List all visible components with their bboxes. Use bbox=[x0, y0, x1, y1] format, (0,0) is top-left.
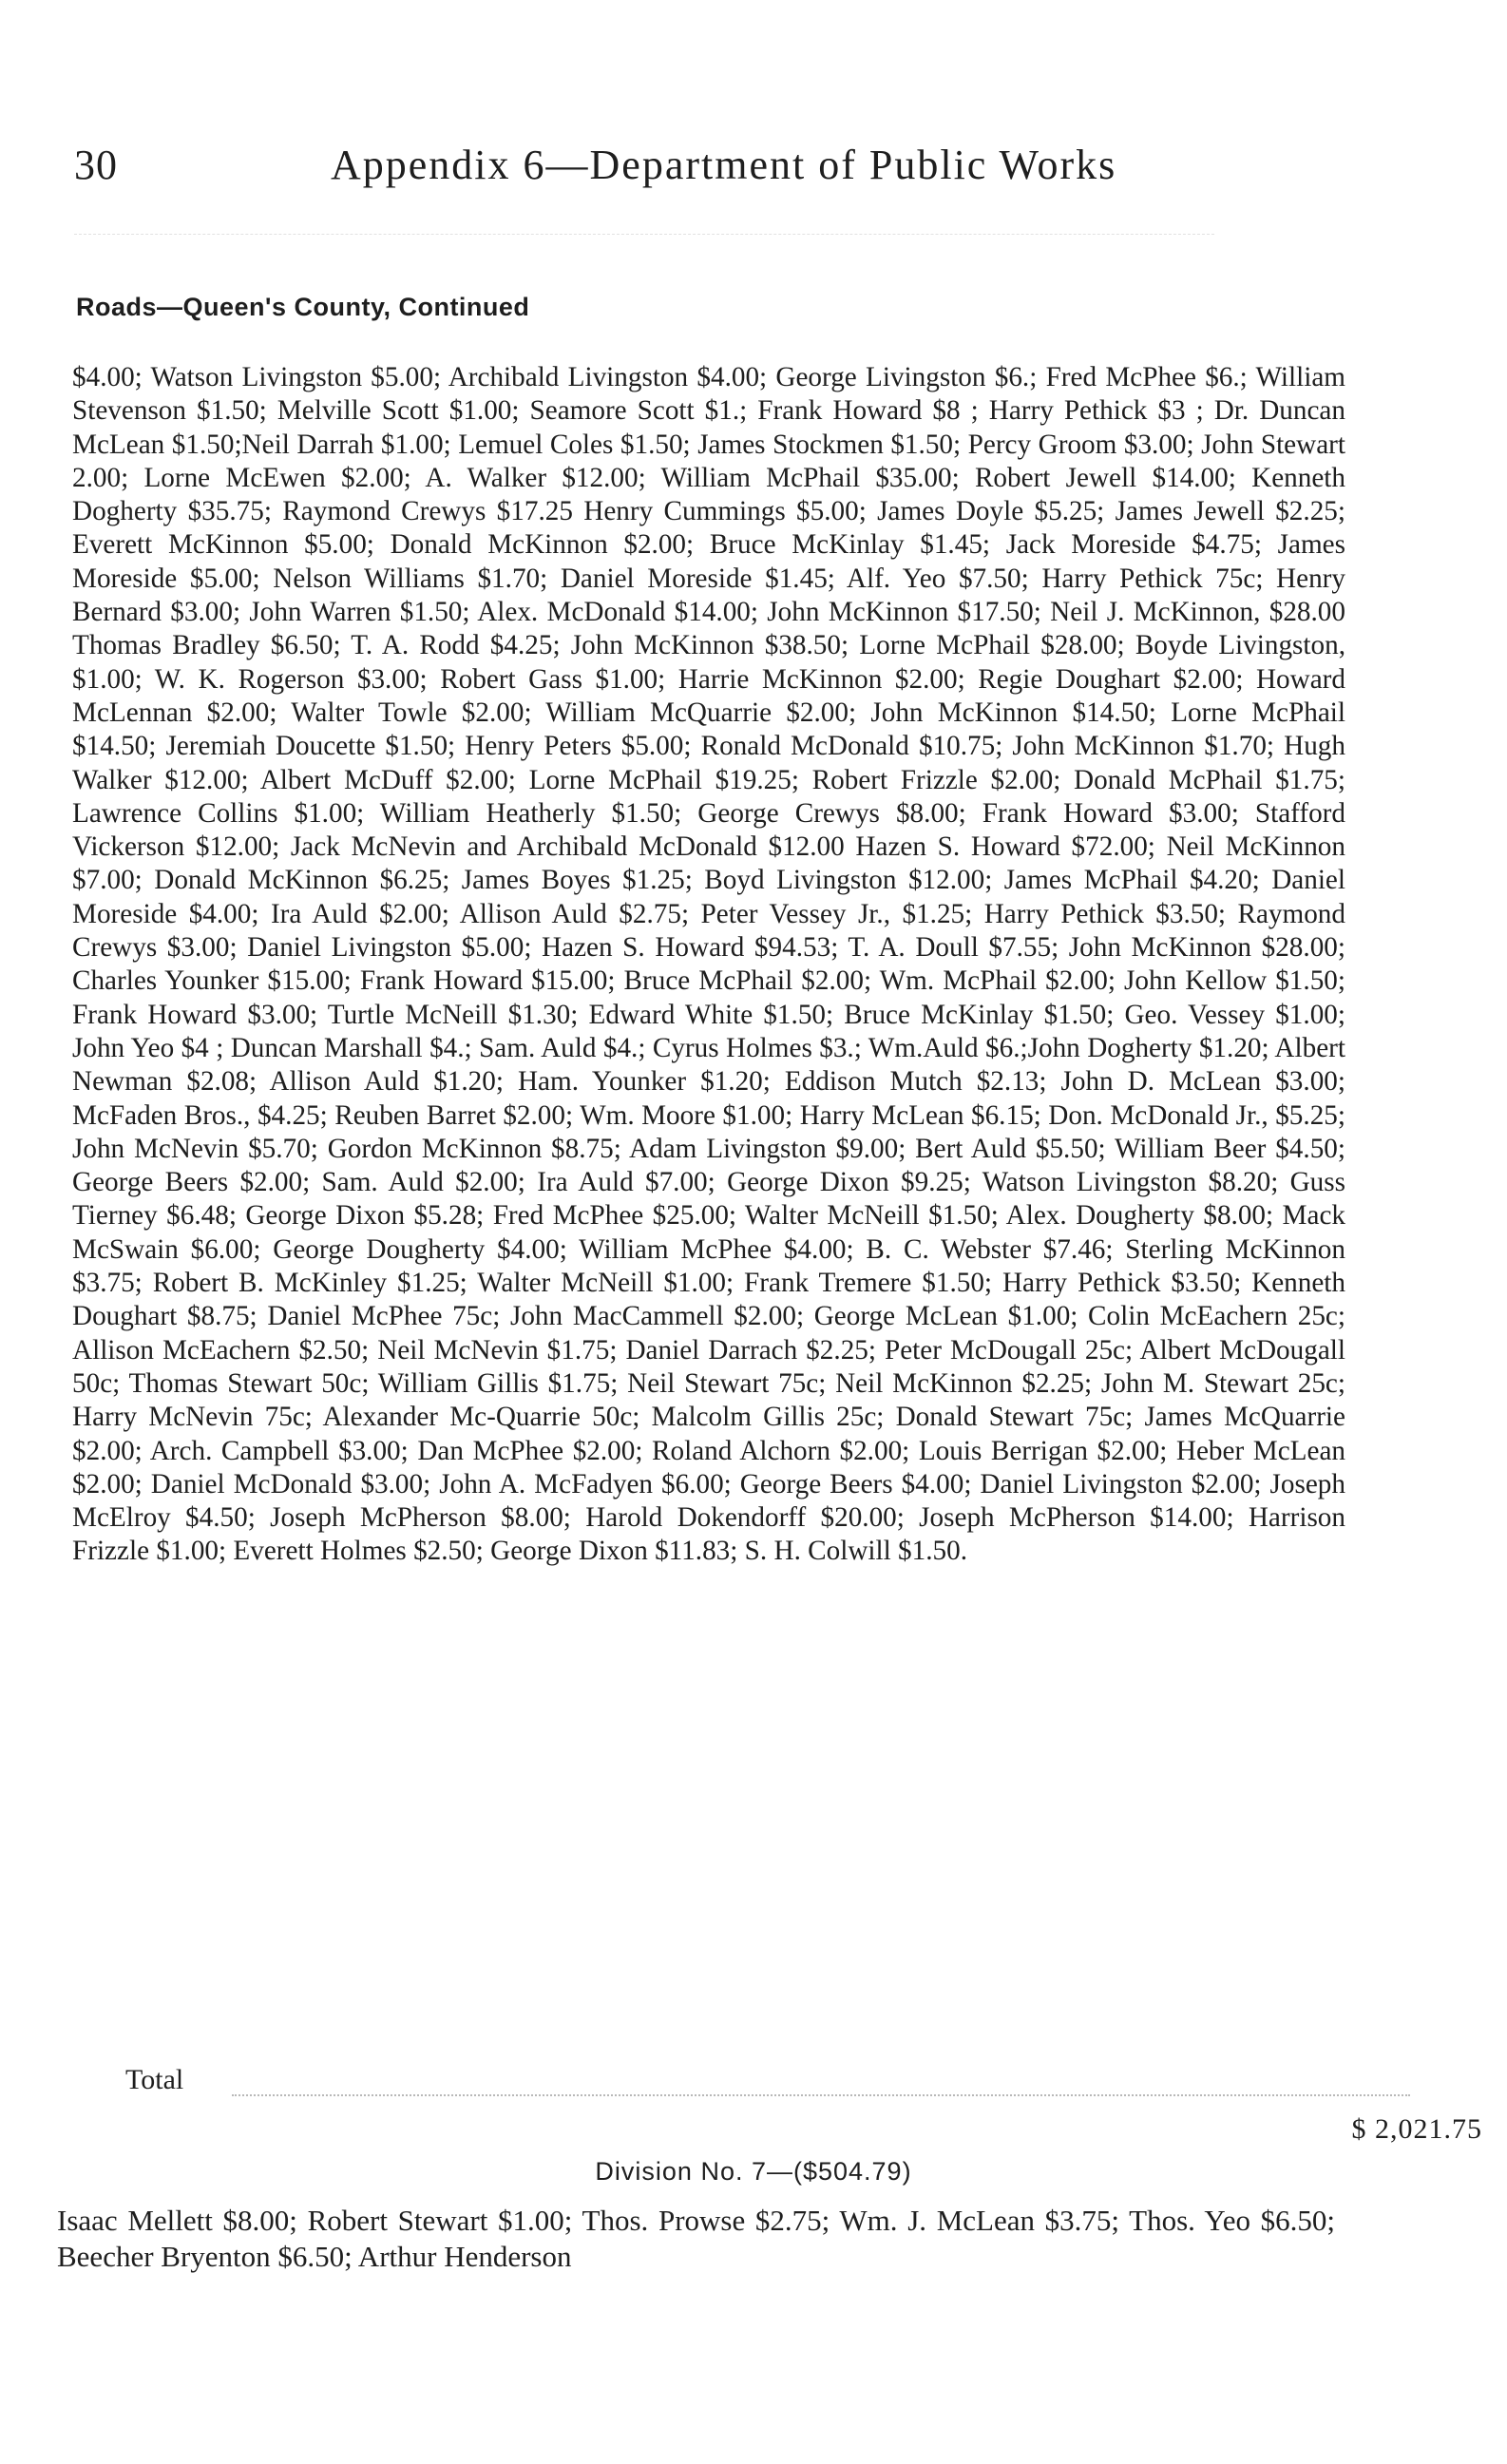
running-title: Appendix 6—Department of Public Works bbox=[331, 142, 1117, 188]
total-amount: $ 2,021.75 bbox=[1351, 2113, 1482, 2145]
total-row bbox=[72, 2064, 1488, 2145]
total-label: Total bbox=[125, 2064, 184, 2095]
header-rule bbox=[74, 234, 1214, 236]
payment-list-text: $4.00; Watson Livingston $5.00; Archibald Livingston $4.00; George Livingston $6.; Fred McPhee $6.; William Stevenson $1.50; Melville Scott $1.00; Seamore Scott $1.; Frank Howard $8 ; Harry Pethick $3 ; Dr. Duncan McLean $1.50;Neil Darrah $1.00; Lemuel Coles $1.50; James Stockmen $1.50; Percy Groom $3.00; John Stewart 2.00; Lorne McEwen $2.00; A. Walker $12.00; William McPhail $35.00; Robert Jewell $14.00; Kenneth Dogherty $35.75; Raymond Crewys $17.25 Henry Cummings $5.00; James Doyle $5.25; James Jewell $2.25; Everett McKinnon $5.00; Donald McKinnon $2.00; Bruce McKinlay $1.45; Jack Moreside $4.75; James Moreside $5.00; Nelson Williams $1.70; Daniel Moreside $1.45; Alf. Yeo $7.50; Harry Pethick 75c; Henry Bernard $3.00; John Warren $1.50; Alex. McDonald $14.00; John McKinnon $17.50; Neil J. McKinnon, $28.00 Thomas Bradley $6.50; T. A. Rodd $4.25; John McKinnon $38.50; Lorne McPhail $28.00; Boyde Livingston, $1.00; W. K. Rogerson $3.00; Robert Gass $1.00; Harrie McKinnon $2.00; Regie Doughart $2.00; Howard McLennan $2.00; Walter Towle $2.00; William McQuarrie $2.00; John McKinnon $14.50; Lorne McPhail $14.50; Jeremiah Doucette $1.50; Henry Peters $5.00; Ronald McDonald $10.75; John McKinnon $1.70; Hugh Walker $12.00; Albert McDuff $2.00; Lorne McPhail $19.25; Robert Frizzle $2.00; Donald McPhail $1.75; Lawrence Collins $1.00; William Heatherly $1.50; George Crewys $8.00; Frank Howard $3.00; Stafford Vickerson $12.00; Jack McNevin and Archibald McDonald $12.00 Hazen S. Howard $72.00; Neil McKinnon $7.00; Donald McKinnon $6.25; James Boyes $1.25; Boyd Livingston $12.00; James McPhail $4.20; Daniel Moreside $4.00; Ira Auld $2.00; Allison Auld $2.75; Peter Vessey Jr., $1.25; Harry Pethick $3.50; Raymond Crewys $3.00; Daniel Livingston $5.00; Hazen S. Howard $94.53; T. A. Doull $7.55; John McKinnon $28.00; Charles Younker $15.00; Frank Howard $15.00; Bruce McPhail $2.00; Wm. McPhail $2.00; John Kellow $1.50; Frank Howard $3.00; Turtle McNeill $1.30; Edward White $1.50; Bruce McKinlay $1.50; Geo. Vessey $1.00; John Yeo $4 ; Duncan Marshall $4.; Sam. Auld $4.; Cyrus Holmes $3.; Wm.Auld $6.;John Dogherty $1.20; Albert Newman $2.08; Allison Auld $1.20; Ham. Younker $1.20; Eddison Mutch $2.13; John D. McLean $3.00; McFaden Bros., $4.25; Reuben Barret $2.00; Wm. Moore $1.00; Harry McLean $6.15; Don. McDonald Jr., $5.25; John McNevin $5.70; Gordon McKinnon $8.75; Adam Livingston $9.00; Bert Auld $5.50; William Beer $4.50; George Beers $2.00; Sam. Auld $2.00; Ira Auld $7.00; George Dixon $9.25; Watson Livingston $8.20; Guss Tierney $6.48; George Dixon $5.28; Fred McPhee $25.00; Walter McNeill $1.50; Alex. Dougherty $8.00; Mack McSwain $6.00; George Dougherty $4.00; William McPhee $4.00; B. C. Webster $7.46; Sterling McKinnon $3.75; Robert B. McKinley $1.25; Walter McNeill $1.00; Frank Tremere $1.50; Harry Pethick $3.50; Kenneth Doughart $8.75; Daniel McPhee 75c; John MacCammell $2.00; George McLean $1.00; Colin McEachern 25c; Allison McEachern $2.50; Neil McNevin $1.75; Daniel Darrach $2.25; Peter McDougall 25c; Albert McDougall 50c; Thomas Stewart 50c; William Gillis $1.75; Neil Stewart 75c; Neil McKinnon $2.25; John M. Stewart 25c; Harry McNevin 75c; Alexander Mc-Quarrie 50c; Malcolm Gillis 25c; Donald Stewart 75c; James McQuarrie $2.00; Arch. Campbell $3.00; Dan McPhee $2.00; Roland Alchorn $2.00; Louis Berrigan $2.00; Heber McLean $2.00; Daniel McDonald $3.00; John A. McFadyen $6.00; George Beers $4.00; Daniel Livingston $2.00; Joseph McElroy $4.50; Joseph McPherson $8.00; Harold Dokendorff $20.00; Joseph McPherson $14.00; Harrison Frizzle $1.00; Everett Holmes $2.50; George Dixon $11.83; S. H. Colwill $1.50. bbox=[72, 362, 1345, 1567]
page-number: 30 bbox=[74, 142, 118, 188]
division-payment-text: Isaac Mellett $8.00; Robert Stewart $1.00; Thos. Prowse $2.75; Wm. J. McLean $3.75; Thos. Yeo $6.50; Beecher Bryenton $6.50; Arthur Henderson bbox=[57, 2204, 1335, 2273]
division-payment-list bbox=[57, 2203, 1335, 2275]
payment-list bbox=[72, 361, 1345, 1569]
division-heading: Division No. 7—($504.79) bbox=[595, 2157, 912, 2186]
dot-leader bbox=[232, 2094, 1410, 2096]
section-heading: Roads—Queen's County, Continued bbox=[76, 293, 530, 321]
page-header bbox=[74, 141, 1290, 198]
